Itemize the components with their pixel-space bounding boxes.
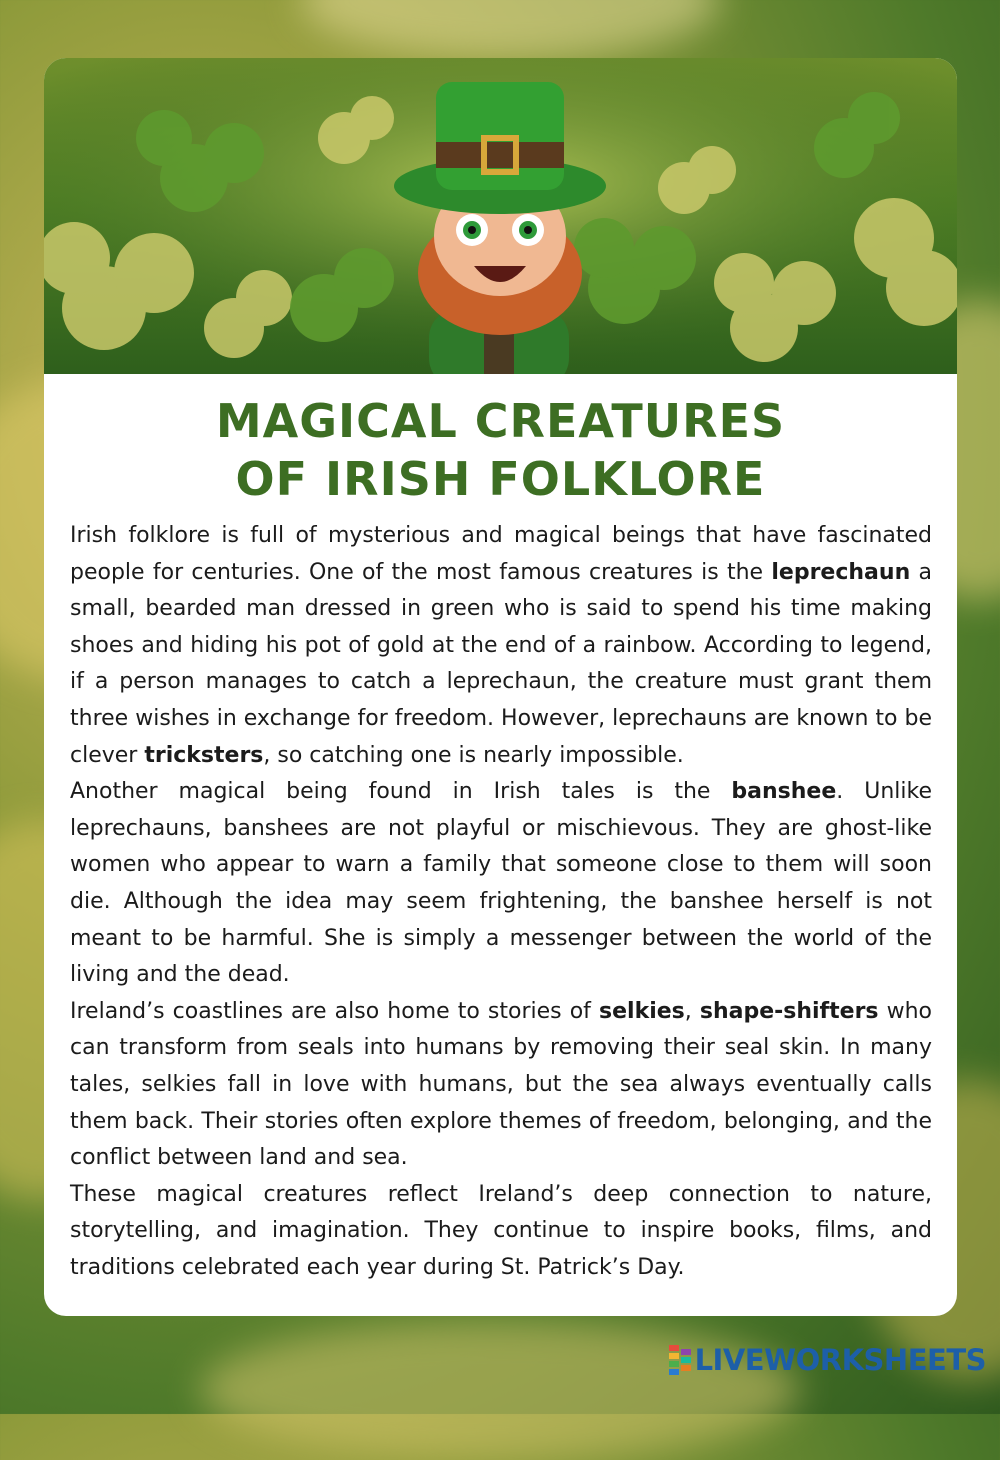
brand-name: LIVEWORKSHEETS (694, 1343, 986, 1377)
text-segment: These magical creatures reflect Ireland’s deep connection to nature, storytelling, and imagination. They continue to inspire books, films, and traditions celebrated each year during St. Patrick’s Day. (70, 1181, 932, 1280)
bold-term-shape-shifters: shape-shifters (699, 998, 879, 1024)
article-body (70, 518, 932, 1286)
title-line-1: MAGICAL CREATURES (215, 394, 786, 448)
text-segment: , so catching one is nearly impossible. (263, 742, 684, 768)
page-title (44, 392, 957, 508)
text-segment: who can transform from seals into humans by removing their seal skin. In many tales, selkies fall in love with humans, but the sea always eventually calls them back. Their stories often explore themes of freedom, belonging, and the conflict between land and sea. (70, 998, 933, 1171)
worksheet-card (44, 58, 957, 1316)
text-segment: Another magical being found in Irish tales is the (70, 779, 732, 805)
liveworksheets-logo[interactable] (669, 1344, 986, 1376)
leprechaun-illustration (44, 58, 957, 374)
text-segment: . Unlike leprechauns, banshees are not playful or mischievous. They are ghost-like women who appear to warn a family that someone close to them will soon die. Although the idea may seem frightening, the banshee herself is not meant to be harmful. She is simply a messenger between the world of the living and the dead. (70, 779, 932, 988)
liveworksheets-logo-icon (669, 1345, 691, 1375)
paragraph-selkies (70, 994, 932, 1177)
bold-term-banshee: banshee (731, 779, 837, 805)
banner-image (44, 58, 957, 374)
bold-term-tricksters: tricksters (144, 742, 264, 768)
paragraph-conclusion (70, 1177, 932, 1287)
paragraph-leprechaun (70, 518, 932, 774)
bold-term-leprechaun: leprechaun (771, 559, 911, 585)
text-segment: , (684, 998, 700, 1024)
background-clover-blur (200, 1320, 800, 1460)
bold-term-selkies: selkies (599, 998, 685, 1024)
paragraph-banshee (70, 774, 932, 994)
text-segment: Ireland’s coastlines are also home to stories of (70, 998, 600, 1024)
background-clover-blur (300, 0, 720, 60)
title-line-2: OF IRISH FOLKLORE (235, 452, 766, 506)
text-segment: a small, bearded man dressed in green who is said to spend his time making shoes and hiding his pot of gold at the end of a rainbow. According to legend, if a person manages to catch a leprechaun, the creature must grant them three wishes in exchange for freedom. However, leprechauns are known to be clever (70, 559, 933, 768)
text-segment: Irish folklore is full of mysterious and magical beings that have fascinated people for centuries. One of the most famous creatures is the (70, 523, 932, 585)
